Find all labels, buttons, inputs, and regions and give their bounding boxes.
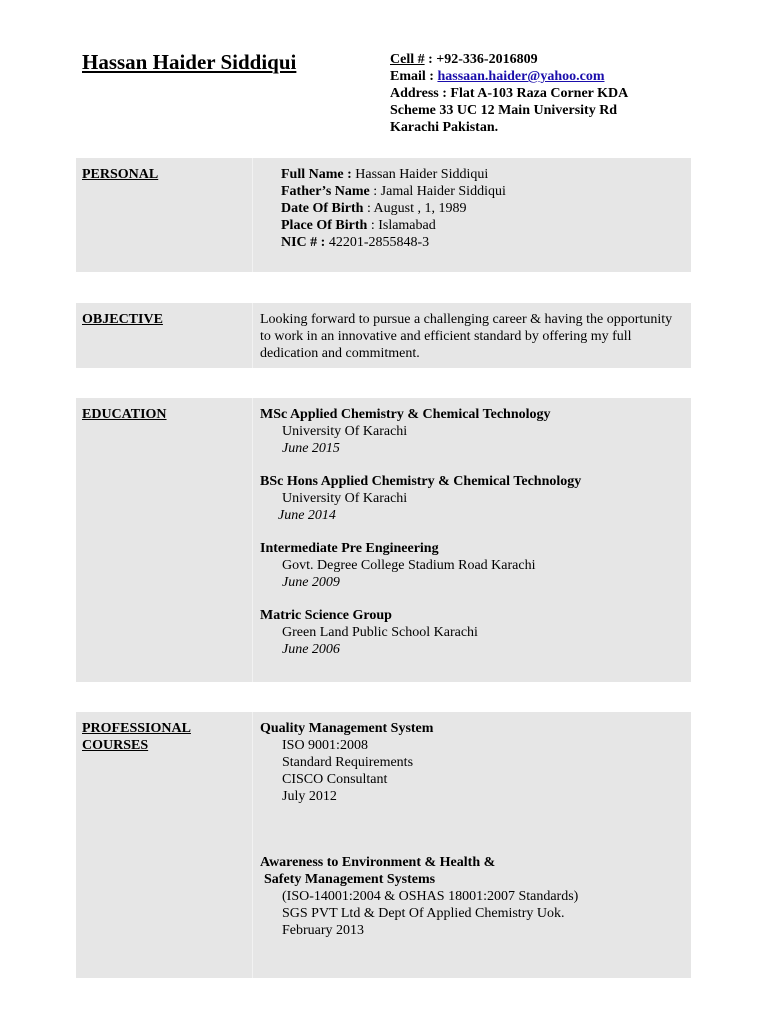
- dob-value: : August , 1, 1989: [363, 201, 467, 216]
- personal-section: [76, 158, 691, 272]
- education-section: [76, 398, 691, 682]
- objective-line: to work in an innovative and efficient standard by offering my full: [260, 329, 632, 344]
- graduation-date: June 2015: [282, 441, 340, 456]
- graduation-date: June 2006: [282, 642, 340, 657]
- father-name-row: [281, 183, 506, 200]
- course-detail: Standard Requirements: [282, 755, 414, 770]
- pob-row: [281, 217, 506, 234]
- courses-section: [76, 712, 691, 978]
- education-list: [260, 406, 581, 658]
- education-entry: [260, 607, 581, 658]
- course-title: Quality Management System: [260, 721, 434, 736]
- candidate-name: Hassan Haider Siddiqui: [82, 50, 297, 74]
- degree-title: BSc Hons Applied Chemistry & Chemical Technology: [260, 474, 582, 489]
- course-detail: SGS PVT Ltd & Dept Of Applied Chemistry Uok.: [282, 906, 565, 921]
- objective-line: Looking forward to pursue a challenging career & having the opportunity: [260, 312, 673, 327]
- nic-label: NIC # :: [281, 235, 326, 250]
- institution: University Of Karachi: [282, 491, 408, 506]
- education-entry: [260, 406, 581, 457]
- education-entry: [260, 540, 581, 591]
- section-divider: [252, 398, 253, 682]
- contact-block: [390, 51, 628, 136]
- nic-value: 42201-2855848-3: [325, 235, 430, 250]
- dob-label: Date Of Birth: [281, 201, 364, 216]
- full-name-row: [281, 166, 506, 183]
- institution: University Of Karachi: [282, 424, 408, 439]
- course-title: Safety Management Systems: [264, 872, 436, 887]
- degree-title: Matric Science Group: [260, 608, 392, 623]
- objective-section: [76, 303, 691, 368]
- section-divider: [252, 303, 253, 368]
- education-label: EDUCATION: [82, 407, 167, 422]
- father-name-label: Father’s Name: [281, 184, 370, 199]
- objective-label: OBJECTIVE: [82, 312, 163, 327]
- address-line-1: Address : Flat A-103 Raza Corner KDA: [390, 86, 629, 101]
- email-line: [390, 68, 628, 85]
- full-name-value: Hassan Haider Siddiqui: [351, 167, 489, 182]
- courses-list: [260, 720, 578, 939]
- degree-title: Intermediate Pre Engineering: [260, 541, 439, 556]
- personal-label: PERSONAL: [82, 167, 159, 182]
- section-divider: [252, 712, 253, 978]
- full-name-label: Full Name :: [281, 167, 352, 182]
- father-name-value: : Jamal Haider Siddiqui: [369, 184, 506, 199]
- courses-label: [82, 720, 191, 754]
- email-label: Email :: [390, 69, 438, 84]
- course-detail: February 2013: [282, 923, 365, 938]
- email-link[interactable]: hassaan.haider@yahoo.com: [437, 69, 605, 84]
- institution: Green Land Public School Karachi: [282, 625, 478, 640]
- course-detail: July 2012: [282, 789, 337, 804]
- course-detail: ISO 9001:2008: [282, 738, 368, 753]
- dob-row: [281, 200, 506, 217]
- graduation-date: June 2009: [282, 575, 340, 590]
- section-divider: [252, 158, 253, 272]
- personal-details: [281, 166, 506, 251]
- course-entry: [260, 854, 578, 939]
- course-entry: [260, 720, 578, 805]
- address-line-3: Karachi Pakistan.: [390, 120, 499, 135]
- pob-value: : Islamabad: [367, 218, 436, 233]
- cell-label: Cell #: [390, 52, 425, 67]
- address-line-2: Scheme 33 UC 12 Main University Rd: [390, 103, 618, 118]
- degree-title: MSc Applied Chemistry & Chemical Technology: [260, 407, 551, 422]
- courses-label-line: COURSES: [82, 738, 149, 753]
- pob-label: Place Of Birth: [281, 218, 368, 233]
- course-detail: CISCO Consultant: [282, 772, 388, 787]
- objective-text: [260, 311, 672, 362]
- institution: Govt. Degree College Stadium Road Karachi: [282, 558, 536, 573]
- courses-label-line: PROFESSIONAL: [82, 721, 191, 736]
- education-entry: [260, 473, 581, 524]
- nic-row: [281, 234, 506, 251]
- objective-line: dedication and commitment.: [260, 346, 420, 361]
- cell-value: : +92-336-2016809: [424, 52, 538, 67]
- graduation-date: June 2014: [278, 508, 336, 523]
- course-title: Awareness to Environment & Health &: [260, 855, 496, 870]
- course-detail: (ISO-14001:2004 & OSHAS 18001:2007 Standards): [282, 889, 579, 904]
- cell-line: [390, 51, 628, 68]
